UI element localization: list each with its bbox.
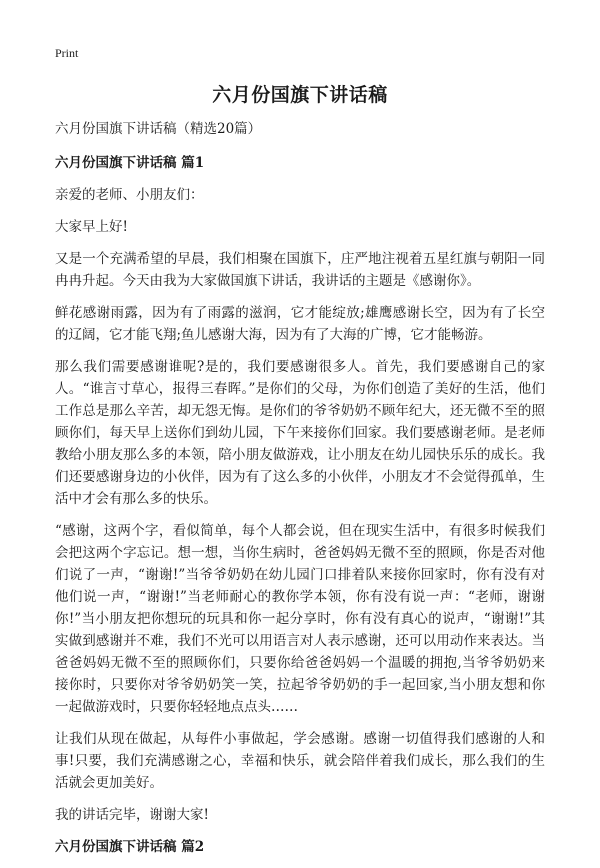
document-title: 六月份国旗下讲话稿 [212,84,388,106]
document-subtitle: 六月份国旗下讲话稿（精选20篇） [55,121,262,137]
paragraph-start-now: 让我们从现在做起，从每件小事做起，学会感谢。感谢一切值得我们感谢的人和事!只要，我们充满感谢之心，幸福和快乐，就会陪伴着我们成长，那么我们的生活就会更加美好。 [55,731,545,791]
section-heading-1: 六月份国旗下讲话稿 篇1 [55,155,205,171]
paragraph-nature-thanks: 鲜花感谢雨露，因为有了雨露的滋润，它才能绽放;雄鹰感谢长空，因为有了长空的辽阔，它才能飞翔;鱼儿感谢大海，因为有了大海的广博，它才能畅游。 [55,305,545,343]
print-label: Print [55,46,79,60]
paragraph-intro: 又是一个充满希望的早晨，我们相聚在国旗下，庄严地注视着五星红旗与朝阳一同冉冉升起。今天由我为大家做国旗下讲话，我讲话的主题是《感谢你》。 [55,251,545,289]
document-body [55,118,545,868]
section-heading-2: 六月份国旗下讲话稿 篇2 [55,839,205,855]
paragraph-good-morning: 大家早上好! [55,219,128,235]
paragraph-closing: 我的讲话完毕，谢谢大家! [55,807,209,823]
paragraph-who-to-thank: 那么我们需要感谢谁呢?是的，我们要感谢很多人。首先，我们要感谢自己的家人。“谁言寸草心，报得三春晖。”是你们的父母，为你们创造了美好的生活，他们工作总是那么辛苦，却无怨无悔。是你们的爷爷奶奶不顾年纪大，还无微不至的照顾你们，每天早上送你们到幼儿园，下午来接你们回家。我们要感谢老师。是老师教给小朋友那么多的本领，陪小朋友做游戏，让小朋友在幼儿园快乐乐的成长。我们还要感谢身边的小伙伴，因为有了这么多的小伙伴，小朋友才不会觉得孤单，生活中才会有那么多的快乐。 [55,359,545,507]
paragraph-saying-thanks: “感谢，这两个字，看似简单，每个人都会说，但在现实生活中，有很多时候我们会把这两个字忘记。想一想，当你生病时，爸爸妈妈无微不至的照顾，你是否对他们说了一声，“谢谢!”当爷爷奶奶在幼儿园门口排着队来接你回家时，你有没有对他们说一声，“谢谢!”当老师耐心的教你学本领，你有没有说一声：“老师，谢谢你!”当小朋友把你想玩的玩具和你一起分享时，你有没有真心的说声，“谢谢!”其实做到感谢并不难，我们不光可以用语言对人表示感谢，还可以用动作来表达。当爸爸妈妈无微不至的照顾你们，只要你给爸爸妈妈一个温暖的拥抱,当爷爷奶奶来接你时，只要你对爷爷奶奶笑一笑，拉起爷爷奶奶的手一起回家,当小朋友想和你一起做游戏时，只要你轻轻地点点头…… [55,523,545,715]
paragraph-greeting: 亲爱的老师、小朋友们： [55,187,204,203]
